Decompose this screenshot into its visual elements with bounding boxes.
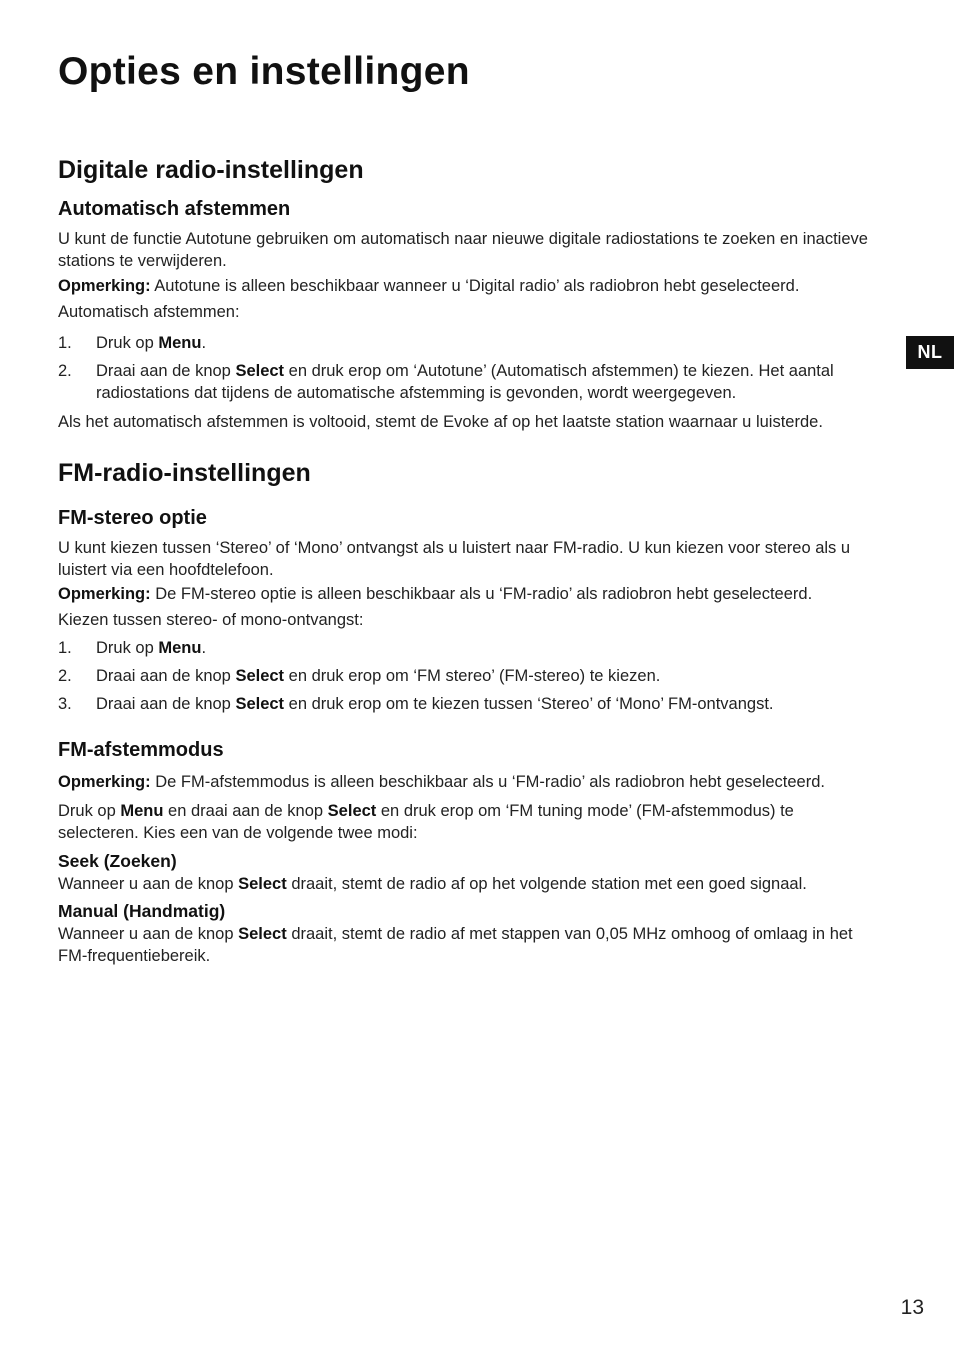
step-text: Draai aan de knop	[96, 362, 236, 380]
auto-tune-outro: Als het automatisch afstemmen is voltooid, stemt de Evoke af op het laatste station waarnaar u luisterde.	[58, 413, 823, 431]
manual-text-pre: Wanneer u aan de knop	[58, 925, 239, 943]
list-number: 1.	[58, 639, 72, 657]
manual-text	[58, 923, 878, 967]
page-title: Opties en instellingen	[58, 50, 470, 93]
step-text: Druk op	[96, 334, 159, 352]
seek-text	[58, 873, 908, 895]
instr-bold: Menu	[120, 802, 164, 820]
note-text: De FM-stereo optie is alleen beschikbaar als u ‘FM-radio’ als radiobron hebt geselecteerd.	[150, 585, 813, 603]
step-bold: Select	[235, 667, 285, 685]
fm-stereo-heading: FM-stereo optie	[58, 507, 207, 529]
fm-radio-heading: FM-radio-instellingen	[58, 459, 311, 487]
fm-tuning-note	[58, 771, 908, 793]
seek-bold: Select	[238, 875, 287, 893]
list-item	[58, 332, 878, 354]
list-item	[58, 693, 878, 715]
seek-text-post: draait, stemt de radio af op het volgende station met een goed signaal.	[286, 875, 807, 893]
note-text: Autotune is alleen beschikbaar wanneer u ‘Digital radio’ als radiobron hebt geselecteerd.	[150, 277, 800, 295]
instr-text: en druk erop om ‘FM tuning mode’ (FM-afstemmodus) te selecteren. Kies een van de volgende twee modi:	[58, 802, 794, 842]
fm-stereo-note	[58, 583, 908, 605]
step-text: .	[201, 334, 207, 352]
fm-tuning-instructions	[58, 800, 873, 844]
fm-stereo-lead: Kiezen tussen stereo- of mono-ontvangst:	[58, 611, 364, 629]
note-label: Opmerking:	[58, 773, 151, 791]
list-item	[58, 360, 878, 404]
step-text: Draai aan de knop	[96, 695, 236, 713]
step-bold: Select	[235, 695, 285, 713]
step-bold: Select	[235, 362, 285, 380]
step-text: Druk op	[96, 639, 159, 657]
language-tab: NL	[906, 336, 954, 369]
note-text: De FM-afstemmodus is alleen beschikbaar als u ‘FM-radio’ als radiobron hebt geselecteerd.	[150, 773, 825, 791]
list-number: 1.	[58, 334, 72, 352]
note-label: Opmerking:	[58, 277, 151, 295]
step-text: Draai aan de knop	[96, 667, 236, 685]
page-number: 13	[900, 1296, 924, 1319]
fm-stereo-intro: U kunt kiezen tussen ‘Stereo’ of ‘Mono’ ontvangst als u luistert naar FM-radio. U kun kiezen voor stereo als u luistert via een hoofdtelefoon.	[58, 539, 851, 579]
seek-heading: Seek (Zoeken)	[58, 851, 177, 871]
fm-tuning-heading: FM-afstemmodus	[58, 739, 224, 761]
list-item	[58, 665, 878, 687]
step-text: .	[201, 639, 207, 657]
list-item	[58, 637, 878, 659]
list-number: 2.	[58, 667, 72, 685]
auto-tune-intro: U kunt de functie Autotune gebruiken om automatisch naar nieuwe digitale radiostations te zoeken en inactieve stations te verwijderen.	[58, 230, 868, 270]
step-text: en druk erop om ‘FM stereo’ (FM-stereo) te kiezen.	[284, 667, 661, 685]
step-bold: Menu	[158, 334, 202, 352]
manual-bold: Select	[238, 925, 287, 943]
step-bold: Menu	[158, 639, 202, 657]
auto-tune-note	[58, 275, 908, 297]
digital-radio-heading: Digitale radio-instellingen	[58, 156, 364, 184]
instr-text: en draai aan de knop	[163, 802, 328, 820]
instr-bold: Select	[327, 802, 377, 820]
auto-tune-heading: Automatisch afstemmen	[58, 198, 291, 220]
list-number: 2.	[58, 362, 72, 380]
auto-tune-lead: Automatisch afstemmen:	[58, 303, 240, 321]
list-number: 3.	[58, 695, 72, 713]
manual-heading: Manual (Handmatig)	[58, 901, 226, 921]
instr-text: Druk op	[58, 802, 121, 820]
note-label: Opmerking:	[58, 585, 151, 603]
step-text: en druk erop om te kiezen tussen ‘Stereo’ of ‘Mono’ FM-ontvangst.	[284, 695, 774, 713]
manual-text-post: draait, stemt de radio af met stappen van 0,05 MHz omhoog of omlaag in het FM-frequentiebereik.	[58, 925, 853, 965]
step-text: en druk erop om ‘Autotune’ (Automatisch afstemmen) te kiezen. Het aantal radiostations dat tijdens de automatische afstemming is gevonden, wordt weergegeven.	[96, 362, 834, 402]
seek-text-pre: Wanneer u aan de knop	[58, 875, 239, 893]
